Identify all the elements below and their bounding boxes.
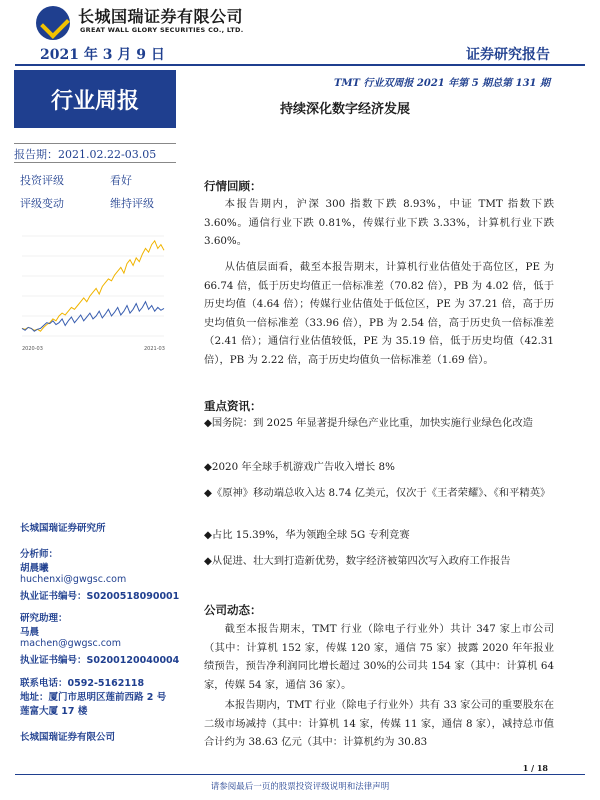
paragraph-market: 本报告期内，沪深 300 指数下跌 8.93%，中证 TMT 指数下跌 3.60%。通信行业下跌 0.81%，传媒行业下跌 3.33%，计算机行业下跌 3.60%。 — [204, 198, 554, 247]
assistant-email[interactable]: machen@gwgsc.com — [20, 638, 121, 649]
paragraph-reduction: 本报告期内，TMT 行业（除电子行业外）共有 33 家公司的重要股东在二级市场减持（其中：计算机 14 家，传媒 11 家，通信 8 家），减持总市值合计约为 38.63 亿元（其中：计算机约为 30.83 — [204, 699, 554, 748]
section-company-news: 公司动态： — [204, 603, 262, 617]
rating-value: 看好 — [110, 174, 132, 187]
chart-series-line-1 — [22, 302, 164, 332]
company-logo-icon — [36, 6, 70, 40]
issue-info: TMT 行业双周报 2021 年第 5 期总第 131 期 — [334, 78, 550, 89]
report-title: 持续深化数字经济发展 — [280, 102, 411, 117]
news-item: ◆占比 15.39%，华为领跑全球 5G 专利竞赛 — [204, 529, 410, 541]
assistant-name: 马晨 — [20, 627, 40, 638]
section-market-review: 行情回顾： — [204, 179, 262, 193]
news-item: ◆2020 年全球手机游戏广告收入增长 8% — [204, 461, 395, 473]
company-footer-name: 长城国瑞证券有限公司 — [20, 732, 116, 743]
analyst-name: 胡晨曦 — [20, 563, 49, 574]
paragraph-earnings: 截至本报告期末，TMT 行业（除电子行业外）共计 347 家上市公司（其中：计算机 152 家，传媒 120 家，通信 75 家）披露 2020 年年报业绩预告，预告净利润同比增长超过 30%的公司共 154 家（其中：计算机 64 家，传媒 54 家，通信 36 家）。 — [204, 623, 554, 691]
company-name-en: GREAT WALL GLORY SECURITIES CO., LTD. — [80, 26, 244, 34]
paragraph-valuation: 从估值层面看，截至本报告期末，计算机行业估值处于高位区，PE 为 66.74 倍，低于历史均值正一倍标准差（70.82 倍），PB 为 4.02 倍，低于历史均值（4.64 倍）；传媒行业估值处于低位区，PE 为 37.21 倍，高于历史均值负一倍标准差（33.96 倍），PB 为 2.54 倍，高于历史负一倍标准差（2.41 倍）；通信行业估值较低，PE 为 35.19 倍，低于历史均值（42.31 倍），PB 为 2.22 倍，高于历史均值负一倍标准差（1.69 倍）。 — [204, 261, 554, 366]
institute-name: 长城国瑞证券研究所 — [20, 523, 106, 534]
report-date: 2021 年 3 月 9 日 — [40, 47, 165, 63]
page-number: 1 / 18 — [522, 763, 548, 773]
rating-change-label: 评级变动 — [20, 197, 64, 210]
chart-series-line-0 — [22, 241, 164, 331]
analyst-heading: 分析师： — [20, 549, 59, 560]
footer-divider — [15, 774, 585, 775]
chart-x-tick-label: 2021-03 — [144, 346, 165, 352]
analyst-email[interactable]: huchenxi@gwgsc.com — [20, 574, 127, 585]
period-divider-bottom — [14, 162, 176, 163]
report-period: 报告期：2021.02.22-03.05 — [14, 148, 157, 161]
period-divider-top — [14, 143, 176, 144]
assistant-cert: 执业证书编号：S0200120040004 — [20, 655, 180, 666]
company-name-cn: 长城国瑞证券有限公司 — [78, 7, 244, 26]
section-key-news: 重点资讯： — [204, 399, 262, 413]
index-performance-chart — [14, 218, 178, 363]
report-type: 证券研究报告 — [466, 47, 550, 63]
chart-x-tick-label: 2020-03 — [22, 346, 43, 352]
contact-phone: 联系电话：0592-5162118 — [20, 678, 145, 689]
assistant-heading: 研究助理： — [20, 613, 68, 624]
rating-label: 投资评级 — [20, 174, 64, 187]
news-item: ◆《原神》移动端总收入达 8.74 亿美元，仅次于《王者荣耀》、《和平精英》 — [204, 487, 551, 499]
address-line-2: 莲富大厦 17 楼 — [20, 706, 88, 717]
report-category-badge: 行业周报 — [14, 70, 176, 128]
address-line-1: 地址：厦门市思明区莲前西路 2 号 — [20, 692, 167, 703]
header-divider — [15, 64, 585, 66]
disclaimer-note: 请参阅最后一页的股票投资评级说明和法律声明 — [210, 782, 390, 792]
analyst-cert: 执业证书编号：S0200518090001 — [20, 591, 180, 602]
rating-change-value: 维持评级 — [110, 197, 154, 210]
news-item: ◆国务院：到 2025 年显著提升绿色产业比重，加快实施行业绿色化改造 — [204, 417, 533, 429]
news-item: ◆从促进、壮大到打造新优势，数字经济被第四次写入政府工作报告 — [204, 555, 511, 567]
